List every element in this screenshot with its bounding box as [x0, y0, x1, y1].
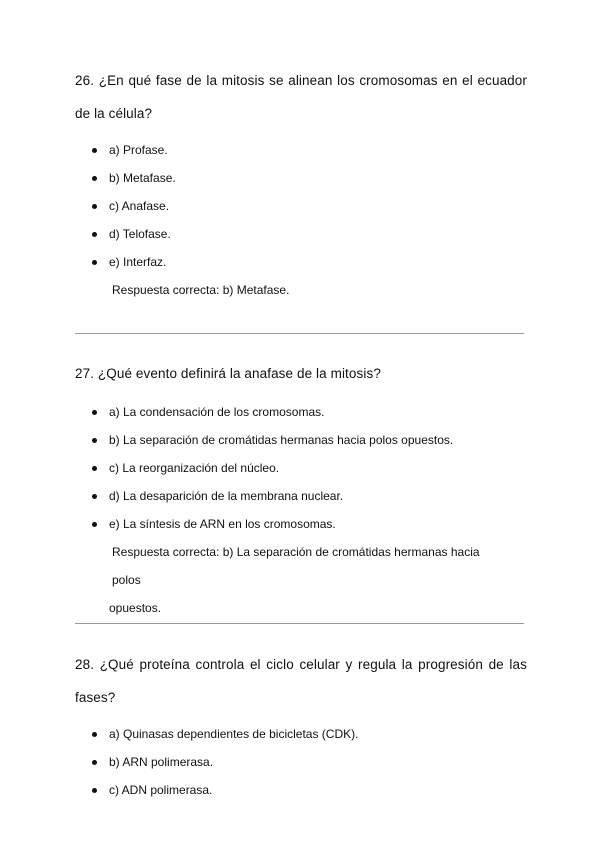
- question-26: [75, 64, 527, 304]
- bullet-icon: [92, 522, 97, 527]
- option-item: a) Profase.: [75, 136, 527, 164]
- bullet-icon: [92, 494, 97, 499]
- option-item: d) La desaparición de la membrana nuclear.: [75, 482, 527, 510]
- options-list: [75, 136, 527, 276]
- bullet-icon: [92, 788, 97, 793]
- divider: [75, 623, 524, 624]
- bullet-icon: [92, 760, 97, 765]
- correct-answer: Respuesta correcta: b) Metafase.: [112, 283, 290, 297]
- question-27: [75, 357, 527, 622]
- options-list: [75, 398, 527, 538]
- correct-answer: Respuesta correcta: b) La separación de cromátidas hermanas hacia polos opuestos.: [109, 545, 480, 615]
- option-item: a) Quinasas dependientes de bicicletas (CDK).: [75, 720, 527, 748]
- bullet-icon: [92, 176, 97, 181]
- option-item: c) La reorganización del núcleo.: [75, 454, 527, 482]
- option-item: e) La síntesis de ARN en los cromosomas.: [75, 510, 527, 538]
- option-item: b) La separación de cromátidas hermanas hacia polos opuestos.: [75, 426, 527, 454]
- option-item: c) ADN polimerasa.: [75, 776, 527, 804]
- options-list: [75, 720, 527, 804]
- bullet-icon: [92, 410, 97, 415]
- bullet-icon: [92, 732, 97, 737]
- bullet-icon: [92, 260, 97, 265]
- bullet-icon: [92, 204, 97, 209]
- question-title: 26. ¿En qué fase de la mitosis se alinean los cromosomas en el ecuador de la célula?: [75, 73, 527, 121]
- question-28: [75, 648, 527, 804]
- bullet-icon: [92, 148, 97, 153]
- bullet-icon: [92, 438, 97, 443]
- bullet-icon: [92, 232, 97, 237]
- option-item: c) Anafase.: [75, 192, 527, 220]
- option-item: b) ARN polimerasa.: [75, 748, 527, 776]
- divider: [75, 333, 524, 334]
- option-item: a) La condensación de los cromosomas.: [75, 398, 527, 426]
- option-item: e) Interfaz.: [75, 248, 527, 276]
- question-title: 27. ¿Qué evento definirá la anafase de la mitosis?: [75, 366, 381, 381]
- option-item: b) Metafase.: [75, 164, 527, 192]
- bullet-icon: [92, 466, 97, 471]
- question-title: 28. ¿Qué proteína controla el ciclo celular y regula la progresión de las fases?: [75, 657, 527, 705]
- option-item: d) Telofase.: [75, 220, 527, 248]
